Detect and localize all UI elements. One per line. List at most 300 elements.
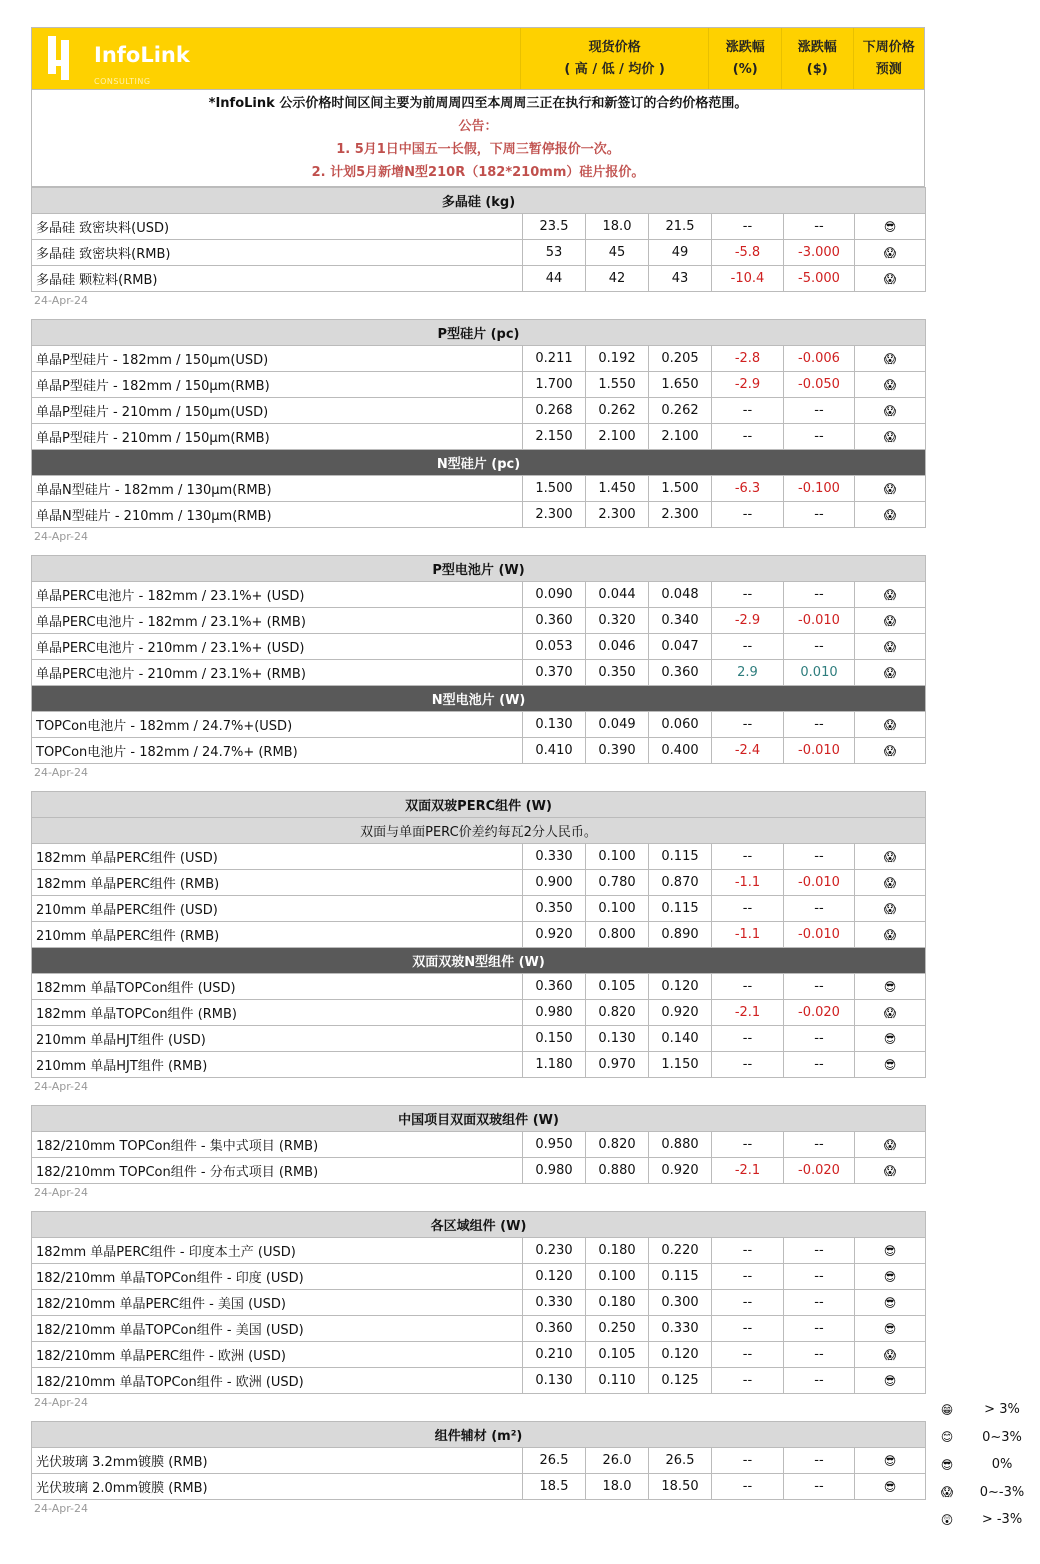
change-usd: -0.050 <box>784 372 855 398</box>
change-usd: -0.006 <box>784 346 855 372</box>
price-high: 0.230 <box>523 1238 586 1264</box>
change-pct: -- <box>712 1316 784 1342</box>
table-row <box>32 844 926 870</box>
price-groups <box>31 187 925 1518</box>
price-high: 44 <box>523 266 586 292</box>
forecast-scream-icon: 😱 <box>855 240 926 266</box>
legend-label: 0~-3% <box>979 1484 1025 1500</box>
table-row <box>32 1368 926 1394</box>
report-date: 24-Apr-24 <box>34 1186 89 1199</box>
forecast-scream-icon: 😱 <box>855 608 926 634</box>
forecast-cool-icon: 😎 <box>855 1052 926 1078</box>
price-table <box>31 187 926 292</box>
price-high: 18.5 <box>523 1474 586 1500</box>
change-usd: -- <box>784 502 855 528</box>
product-name: TOPCon电池片 - 182mm / 24.7%+(USD) <box>32 712 523 738</box>
section-title: 中国项目双面双玻组件 (W) <box>32 1106 926 1132</box>
price-high: 0.410 <box>523 738 586 764</box>
product-name: 182/210mm 单晶TOPCon组件 - 印度 (USD) <box>32 1264 523 1290</box>
price-avg: 0.115 <box>649 844 712 870</box>
price-avg: 18.50 <box>649 1474 712 1500</box>
table-row <box>32 1290 926 1316</box>
change-usd: -- <box>784 1474 855 1500</box>
price-avg: 0.140 <box>649 1026 712 1052</box>
product-name: 多晶硅 致密块料(RMB) <box>32 240 523 266</box>
forecast-scream-icon: 😱 <box>855 1158 926 1184</box>
price-avg: 0.048 <box>649 582 712 608</box>
price-avg: 0.300 <box>649 1290 712 1316</box>
product-name: 单晶PERC电池片 - 182mm / 23.1%+ (RMB) <box>32 608 523 634</box>
price-avg: 49 <box>649 240 712 266</box>
change-usd: -- <box>784 1132 855 1158</box>
change-pct: -- <box>712 214 784 240</box>
forecast-cool-icon: 😎 <box>855 1368 926 1394</box>
change-usd-header: 涨跌幅 ($) <box>781 28 853 89</box>
price-high: 0.130 <box>523 1368 586 1394</box>
table-row <box>32 608 926 634</box>
product-name: 182mm 单晶TOPCon组件 (RMB) <box>32 1000 523 1026</box>
change-usd: 0.010 <box>784 660 855 686</box>
change-usd: -- <box>784 1448 855 1474</box>
section-header <box>32 948 926 974</box>
legend-label: > -3% <box>981 1512 1023 1528</box>
section-header <box>32 1212 926 1238</box>
price-avg: 0.205 <box>649 346 712 372</box>
change-usd: -0.100 <box>784 476 855 502</box>
change-pct: -- <box>712 634 784 660</box>
section-title: 双面双玻PERC组件 (W) <box>32 792 926 818</box>
price-high: 0.210 <box>523 1342 586 1368</box>
table-row <box>32 240 926 266</box>
price-avg: 0.047 <box>649 634 712 660</box>
price-avg: 0.120 <box>649 974 712 1000</box>
price-low: 45 <box>586 240 649 266</box>
product-name: 182mm 单晶PERC组件 - 印度本土产 (USD) <box>32 1238 523 1264</box>
product-name: TOPCon电池片 - 182mm / 24.7%+ (RMB) <box>32 738 523 764</box>
price-avg: 21.5 <box>649 214 712 240</box>
product-name: 单晶P型硅片 - 210mm / 150μm(RMB) <box>32 424 523 450</box>
table-row <box>32 896 926 922</box>
price-avg: 0.400 <box>649 738 712 764</box>
price-high: 23.5 <box>523 214 586 240</box>
forecast-scream-icon: 😱 <box>855 870 926 896</box>
price-avg: 0.880 <box>649 1132 712 1158</box>
table-row <box>32 1316 926 1342</box>
product-name: 单晶PERC电池片 - 210mm / 23.1%+ (RMB) <box>32 660 523 686</box>
spot-price-header: 现货价格 ( 高 / 低 / 均价 ) <box>520 28 709 89</box>
forecast-cool-icon: 😎 <box>855 214 926 240</box>
section-header <box>32 792 926 818</box>
change-pct-header: 涨跌幅 (%) <box>708 28 781 89</box>
change-usd: -- <box>784 398 855 424</box>
section-header <box>32 1422 926 1448</box>
product-name: 182mm 单晶PERC组件 (RMB) <box>32 870 523 896</box>
price-high: 2.150 <box>523 424 586 450</box>
change-usd: -0.010 <box>784 608 855 634</box>
change-pct: -- <box>712 1132 784 1158</box>
table-row <box>32 398 926 424</box>
change-usd: -- <box>784 896 855 922</box>
section-title: 双面双玻N型组件 (W) <box>32 948 926 974</box>
change-pct: -- <box>712 398 784 424</box>
forecast-scream-icon: 😱 <box>855 346 926 372</box>
change-usd: -0.020 <box>784 1158 855 1184</box>
price-high: 0.330 <box>523 1290 586 1316</box>
legend-label: 0% <box>991 1457 1013 1473</box>
price-high: 0.211 <box>523 346 586 372</box>
notice <box>31 90 925 187</box>
table-row <box>32 1342 926 1368</box>
forecast-scream-icon: 😱 <box>855 372 926 398</box>
change-pct: -- <box>712 1290 784 1316</box>
product-name: 182/210mm TOPCon组件 - 集中式项目 (RMB) <box>32 1132 523 1158</box>
price-low: 2.300 <box>586 502 649 528</box>
section-title: 多晶硅 (kg) <box>32 188 926 214</box>
price-high: 0.360 <box>523 1316 586 1342</box>
change-pct: 2.9 <box>712 660 784 686</box>
price-report <box>31 27 925 1527</box>
price-avg: 1.150 <box>649 1052 712 1078</box>
price-high: 0.950 <box>523 1132 586 1158</box>
section-subtitle: 双面与单面PERC价差约每瓦2分人民币。 <box>32 818 926 844</box>
forecast-scream-icon: 😱 <box>855 844 926 870</box>
change-pct: -- <box>712 582 784 608</box>
price-low: 0.044 <box>586 582 649 608</box>
price-high: 1.500 <box>523 476 586 502</box>
change-usd: -- <box>784 214 855 240</box>
product-name: 单晶P型硅片 - 182mm / 150μm(RMB) <box>32 372 523 398</box>
price-low: 0.800 <box>586 922 649 948</box>
forecast-legend <box>930 1396 1040 1534</box>
price-low: 0.049 <box>586 712 649 738</box>
table-row <box>32 922 926 948</box>
price-low: 0.880 <box>586 1158 649 1184</box>
forecast-scream-icon: 😱 <box>855 476 926 502</box>
price-table <box>31 555 926 764</box>
price-avg: 0.870 <box>649 870 712 896</box>
section-title: 组件辅材 (m²) <box>32 1422 926 1448</box>
change-pct: -2.1 <box>712 1158 784 1184</box>
change-usd: -- <box>784 1342 855 1368</box>
price-table <box>31 791 926 1078</box>
price-high: 0.090 <box>523 582 586 608</box>
forecast-scream-icon: 😱 <box>855 712 926 738</box>
price-avg: 0.262 <box>649 398 712 424</box>
change-usd: -- <box>784 1052 855 1078</box>
product-name: 单晶N型硅片 - 210mm / 130μm(RMB) <box>32 502 523 528</box>
price-low: 0.110 <box>586 1368 649 1394</box>
table-row <box>32 502 926 528</box>
product-name: 单晶P型硅片 - 210mm / 150μm(USD) <box>32 398 523 424</box>
change-usd: -- <box>784 1264 855 1290</box>
forecast-scream-icon: 😱 <box>855 424 926 450</box>
product-name: 182mm 单晶PERC组件 (USD) <box>32 844 523 870</box>
price-high: 1.180 <box>523 1052 586 1078</box>
forecast-scream-icon: 😱 <box>855 582 926 608</box>
price-avg: 1.500 <box>649 476 712 502</box>
change-usd: -- <box>784 634 855 660</box>
product-name: 单晶PERC电池片 - 210mm / 23.1%+ (USD) <box>32 634 523 660</box>
infolink-logo <box>32 28 520 89</box>
change-usd: -- <box>784 1368 855 1394</box>
price-high: 1.700 <box>523 372 586 398</box>
price-low: 0.820 <box>586 1000 649 1026</box>
price-table <box>31 1421 926 1500</box>
change-usd: -5.000 <box>784 266 855 292</box>
change-pct: -- <box>712 1368 784 1394</box>
change-pct: -- <box>712 974 784 1000</box>
price-high: 0.053 <box>523 634 586 660</box>
price-low: 0.250 <box>586 1316 649 1342</box>
table-row <box>32 424 926 450</box>
forecast-cool-icon: 😎 <box>855 1264 926 1290</box>
table-row <box>32 1474 926 1500</box>
price-table <box>31 1211 926 1394</box>
price-avg: 0.115 <box>649 1264 712 1290</box>
price-low: 0.350 <box>586 660 649 686</box>
price-low: 18.0 <box>586 214 649 240</box>
table-row <box>32 214 926 240</box>
product-name: 210mm 单晶HJT组件 (RMB) <box>32 1052 523 1078</box>
price-high: 0.330 <box>523 844 586 870</box>
logo-sub: CONSULTING <box>94 77 151 86</box>
table-row <box>32 1026 926 1052</box>
change-usd: -- <box>784 424 855 450</box>
price-high: 2.300 <box>523 502 586 528</box>
price-avg: 2.300 <box>649 502 712 528</box>
section-header <box>32 320 926 346</box>
price-low: 0.100 <box>586 844 649 870</box>
change-usd: -- <box>784 1290 855 1316</box>
table-row <box>32 634 926 660</box>
change-pct: -2.8 <box>712 346 784 372</box>
forecast-scream-icon: 😱 <box>855 1132 926 1158</box>
price-avg: 26.5 <box>649 1448 712 1474</box>
price-high: 0.150 <box>523 1026 586 1052</box>
change-usd: -- <box>784 712 855 738</box>
change-pct: -- <box>712 844 784 870</box>
price-high: 0.350 <box>523 896 586 922</box>
forecast-header: 下周价格 预测 <box>853 28 925 89</box>
price-low: 26.0 <box>586 1448 649 1474</box>
price-avg: 0.125 <box>649 1368 712 1394</box>
section-title: N型硅片 (pc) <box>32 450 926 476</box>
notice-item: 1. 5月1日中国五一长假，下周三暂停报价一次。 <box>336 142 620 157</box>
legend-item <box>930 1506 1040 1534</box>
price-avg: 0.890 <box>649 922 712 948</box>
price-low: 0.820 <box>586 1132 649 1158</box>
report-date: 24-Apr-24 <box>34 294 89 307</box>
product-name: 多晶硅 颗粒料(RMB) <box>32 266 523 292</box>
change-usd: -- <box>784 844 855 870</box>
change-usd: -- <box>784 974 855 1000</box>
change-pct: -1.1 <box>712 870 784 896</box>
price-low: 42 <box>586 266 649 292</box>
price-table <box>31 1105 926 1184</box>
legend-smile-icon: 😊 <box>940 1430 954 1445</box>
price-avg: 0.115 <box>649 896 712 922</box>
product-name: 单晶N型硅片 - 182mm / 130μm(RMB) <box>32 476 523 502</box>
forecast-scream-icon: 😱 <box>855 634 926 660</box>
change-pct: -- <box>712 896 784 922</box>
forecast-scream-icon: 😱 <box>855 896 926 922</box>
logo-mark-icon <box>48 36 86 74</box>
table-row <box>32 1052 926 1078</box>
change-pct: -2.9 <box>712 372 784 398</box>
price-low: 2.100 <box>586 424 649 450</box>
forecast-cool-icon: 😎 <box>855 1448 926 1474</box>
change-pct: -- <box>712 1342 784 1368</box>
price-low: 1.550 <box>586 372 649 398</box>
price-avg: 0.920 <box>649 1000 712 1026</box>
price-high: 0.370 <box>523 660 586 686</box>
price-low: 18.0 <box>586 1474 649 1500</box>
forecast-cool-icon: 😎 <box>855 1316 926 1342</box>
change-usd: -- <box>784 1026 855 1052</box>
price-low: 0.130 <box>586 1026 649 1052</box>
change-pct: -- <box>712 1052 784 1078</box>
change-usd: -0.020 <box>784 1000 855 1026</box>
forecast-cool-icon: 😎 <box>855 1290 926 1316</box>
report-date: 24-Apr-24 <box>34 766 89 779</box>
legend-cool-icon: 😎 <box>940 1457 954 1472</box>
price-high: 0.360 <box>523 608 586 634</box>
price-high: 0.900 <box>523 870 586 896</box>
price-low: 0.100 <box>586 896 649 922</box>
product-name: 单晶PERC电池片 - 182mm / 23.1%+ (USD) <box>32 582 523 608</box>
table-row <box>32 738 926 764</box>
price-low: 0.046 <box>586 634 649 660</box>
product-name: 182/210mm 单晶TOPCon组件 - 欧洲 (USD) <box>32 1368 523 1394</box>
report-date: 24-Apr-24 <box>34 530 89 543</box>
product-name: 182/210mm 单晶PERC组件 - 欧洲 (USD) <box>32 1342 523 1368</box>
change-pct: -6.3 <box>712 476 784 502</box>
price-high: 0.920 <box>523 922 586 948</box>
price-low: 0.390 <box>586 738 649 764</box>
price-low: 0.180 <box>586 1290 649 1316</box>
price-avg: 0.340 <box>649 608 712 634</box>
forecast-scream-icon: 😱 <box>855 1342 926 1368</box>
legend-grin-icon: 😁 <box>940 1402 954 1417</box>
section-subtitle-row <box>32 818 926 844</box>
section-header <box>32 188 926 214</box>
forecast-cool-icon: 😎 <box>855 1238 926 1264</box>
change-pct: -- <box>712 1026 784 1052</box>
forecast-scream-icon: 😱 <box>855 502 926 528</box>
forecast-scream-icon: 😱 <box>855 1000 926 1026</box>
table-row <box>32 870 926 896</box>
price-avg: 0.330 <box>649 1316 712 1342</box>
legend-label: 0~3% <box>982 1429 1022 1445</box>
forecast-scream-icon: 😱 <box>855 922 926 948</box>
legend-label: > 3% <box>984 1402 1020 1418</box>
price-low: 0.970 <box>586 1052 649 1078</box>
notice-item: 2. 计划5月新增N型210R（182*210mm）硅片报价。 <box>311 165 645 180</box>
change-pct: -10.4 <box>712 266 784 292</box>
product-name: 182/210mm TOPCon组件 - 分布式项目 (RMB) <box>32 1158 523 1184</box>
product-name: 多晶硅 致密块料(USD) <box>32 214 523 240</box>
product-name: 210mm 单晶PERC组件 (USD) <box>32 896 523 922</box>
price-avg: 0.360 <box>649 660 712 686</box>
change-pct: -- <box>712 1238 784 1264</box>
forecast-cool-icon: 😎 <box>855 1026 926 1052</box>
table-row <box>32 712 926 738</box>
report-header <box>31 27 925 90</box>
price-high: 0.980 <box>523 1158 586 1184</box>
forecast-scream-icon: 😱 <box>855 266 926 292</box>
section-header <box>32 1106 926 1132</box>
change-usd: -- <box>784 1316 855 1342</box>
section-title: P型电池片 (W) <box>32 556 926 582</box>
price-high: 0.268 <box>523 398 586 424</box>
product-name: 光伏玻璃 2.0mm镀膜 (RMB) <box>32 1474 523 1500</box>
section-title: N型电池片 (W) <box>32 686 926 712</box>
report-date: 24-Apr-24 <box>34 1502 89 1515</box>
price-avg: 1.650 <box>649 372 712 398</box>
product-name: 210mm 单晶HJT组件 (USD) <box>32 1026 523 1052</box>
price-avg: 0.060 <box>649 712 712 738</box>
price-high: 0.360 <box>523 974 586 1000</box>
price-high: 0.130 <box>523 712 586 738</box>
logo-brand: InfoLink <box>94 43 190 67</box>
product-name: 单晶P型硅片 - 182mm / 150μm(USD) <box>32 346 523 372</box>
change-pct: -2.4 <box>712 738 784 764</box>
section-header <box>32 556 926 582</box>
forecast-cool-icon: 😎 <box>855 1474 926 1500</box>
change-usd: -- <box>784 1238 855 1264</box>
forecast-scream-icon: 😱 <box>855 660 926 686</box>
section-title: 各区域组件 (W) <box>32 1212 926 1238</box>
price-low: 0.100 <box>586 1264 649 1290</box>
table-row <box>32 1000 926 1026</box>
change-pct: -2.9 <box>712 608 784 634</box>
legend-astonished-icon: 😲 <box>940 1512 954 1527</box>
price-low: 1.450 <box>586 476 649 502</box>
price-high: 26.5 <box>523 1448 586 1474</box>
change-pct: -- <box>712 1448 784 1474</box>
product-name: 182/210mm 单晶TOPCon组件 - 美国 (USD) <box>32 1316 523 1342</box>
price-avg: 0.220 <box>649 1238 712 1264</box>
price-avg: 0.920 <box>649 1158 712 1184</box>
price-low: 0.105 <box>586 1342 649 1368</box>
price-avg: 2.100 <box>649 424 712 450</box>
section-header <box>32 450 926 476</box>
forecast-cool-icon: 😎 <box>855 974 926 1000</box>
notice-disclaimer: *InfoLink 公示价格时间区间主要为前周周四至本周周三正在执行和新签订的合约价格范围。 <box>208 96 748 111</box>
table-row <box>32 372 926 398</box>
price-low: 0.780 <box>586 870 649 896</box>
change-usd: -0.010 <box>784 738 855 764</box>
change-usd: -0.010 <box>784 870 855 896</box>
price-low: 0.180 <box>586 1238 649 1264</box>
section-header <box>32 686 926 712</box>
change-pct: -1.1 <box>712 922 784 948</box>
change-pct: -- <box>712 1264 784 1290</box>
price-avg: 43 <box>649 266 712 292</box>
price-high: 0.120 <box>523 1264 586 1290</box>
price-high: 0.980 <box>523 1000 586 1026</box>
legend-item <box>930 1479 1040 1507</box>
notice-title: 公告： <box>458 119 498 134</box>
price-low: 0.105 <box>586 974 649 1000</box>
legend-item <box>930 1396 1040 1424</box>
legend-item <box>930 1451 1040 1479</box>
product-name: 182mm 单晶TOPCon组件 (USD) <box>32 974 523 1000</box>
section-title: P型硅片 (pc) <box>32 320 926 346</box>
table-row <box>32 476 926 502</box>
price-low: 0.262 <box>586 398 649 424</box>
change-pct: -2.1 <box>712 1000 784 1026</box>
